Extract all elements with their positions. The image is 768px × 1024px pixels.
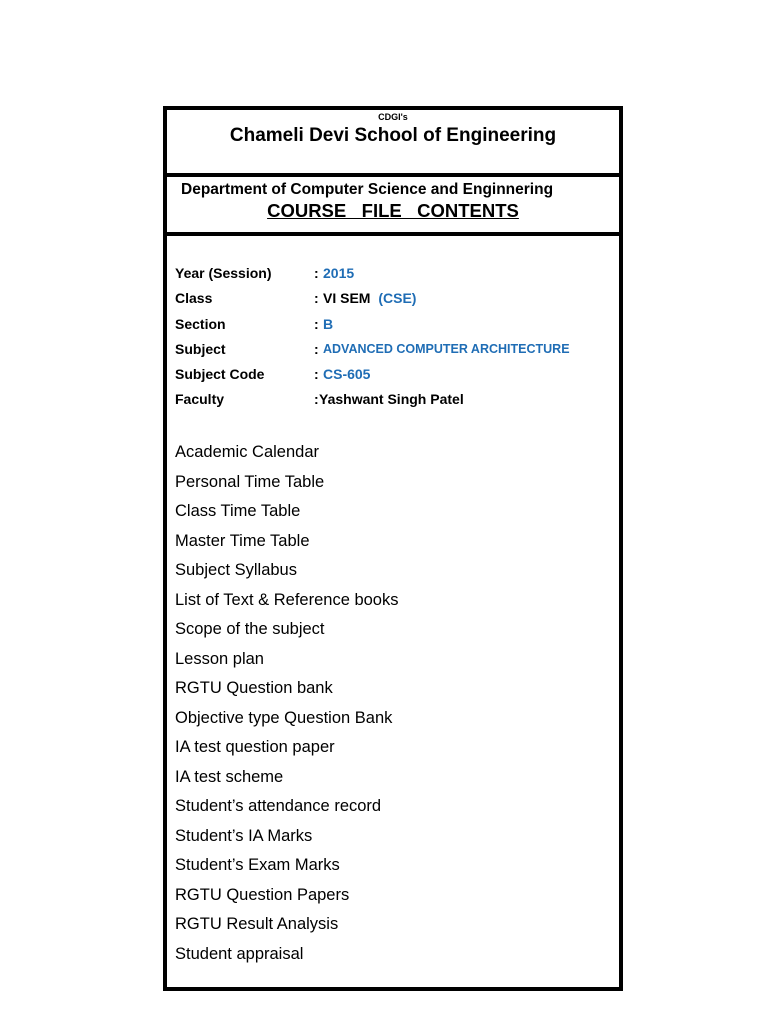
- list-item: Master Time Table: [175, 531, 310, 550]
- list-item: Subject Syllabus: [175, 561, 297, 579]
- org-abbreviation: CDGI's: [378, 112, 408, 122]
- section-label: Section: [175, 315, 226, 332]
- contents-list: [175, 440, 605, 971]
- list-item: Student’s Exam Marks: [175, 856, 340, 874]
- subject-code-colon: :: [314, 366, 319, 383]
- info-row-faculty: [175, 389, 605, 414]
- department-header: [167, 177, 619, 236]
- subject-code-value: CS-605: [323, 366, 371, 383]
- info-row-section: [175, 314, 605, 339]
- school-name: Chameli Devi School of Engineering: [229, 125, 557, 146]
- faculty-colon: :: [314, 391, 319, 408]
- year-colon: :: [314, 265, 319, 281]
- faculty-label: Faculty: [175, 391, 225, 408]
- list-item: Class Time Table: [175, 502, 301, 520]
- list-item: RGTU Question Papers: [175, 885, 350, 904]
- year-label: Year (Session): [175, 265, 272, 281]
- info-row-year: [175, 263, 605, 288]
- course-info: [175, 263, 605, 415]
- list-item: IA test scheme: [175, 767, 284, 786]
- page-title: COURSE FILE CONTENTS: [267, 200, 519, 221]
- class-label: Class: [175, 290, 213, 307]
- list-item: RGTU Question bank: [175, 679, 333, 697]
- class-value: VI SEM: [323, 290, 371, 307]
- info-row-class: [175, 288, 605, 313]
- class-value-wrap: [323, 288, 416, 308]
- list-item: Student’s IA Marks: [175, 826, 313, 845]
- list-item: Personal Time Table: [175, 472, 325, 491]
- list-item: Academic Calendar: [175, 443, 319, 461]
- subject-label: Subject: [175, 340, 226, 357]
- list-item: Student appraisal: [175, 944, 304, 963]
- school-header: [167, 110, 619, 177]
- class-branch: (CSE): [378, 290, 417, 307]
- section-colon: :: [314, 315, 319, 332]
- list-item: Scope of the subject: [175, 620, 325, 638]
- list-item: Student’s attendance record: [175, 797, 382, 815]
- course-file-frame: [163, 106, 623, 991]
- list-item: Lesson plan: [175, 649, 264, 668]
- section-value: B: [323, 315, 334, 332]
- list-item: IA test question paper: [175, 738, 335, 756]
- list-item: Objective type Question Bank: [175, 708, 393, 727]
- faculty-value: Yashwant Singh Patel: [319, 391, 464, 408]
- info-row-subject: [175, 339, 605, 364]
- subject-colon: :: [314, 340, 319, 357]
- info-row-subject-code: [175, 364, 605, 389]
- list-item: List of Text & Reference books: [175, 590, 399, 609]
- class-colon: :: [314, 290, 319, 307]
- year-value: 2015: [323, 265, 355, 281]
- subject-value: ADVANCED COMPUTER ARCHITECTURE: [323, 341, 570, 356]
- list-item: RGTU Result Analysis: [175, 915, 339, 933]
- subject-code-label: Subject Code: [175, 366, 265, 383]
- department-name: Department of Computer Science and Enginnering: [181, 181, 554, 198]
